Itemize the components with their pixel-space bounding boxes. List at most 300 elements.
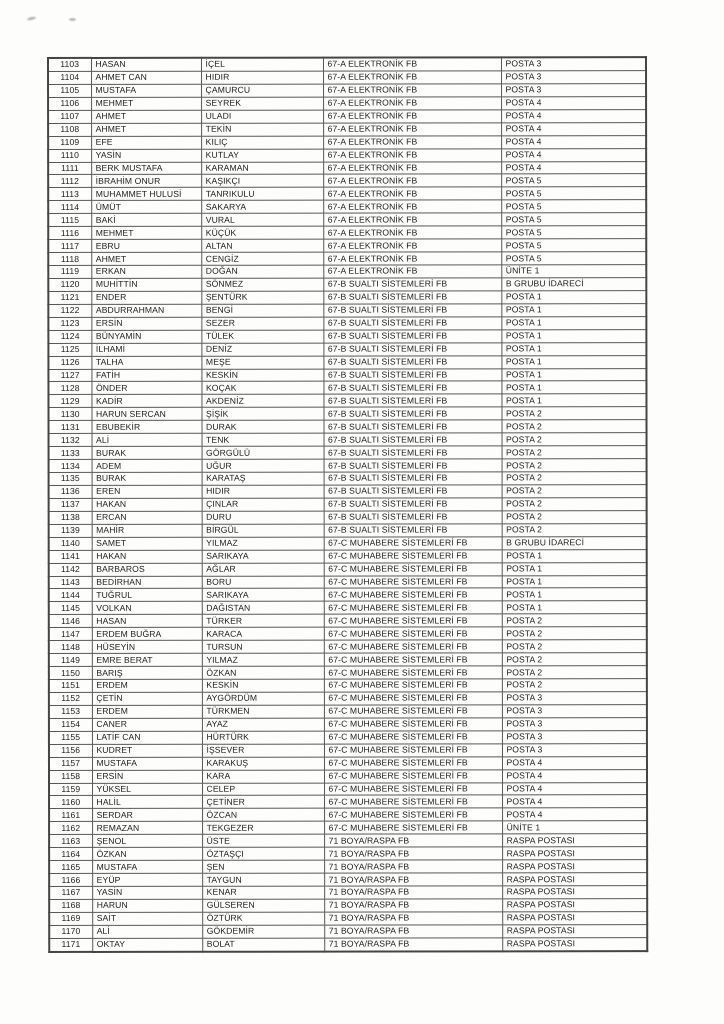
last-name-cell: SARIKAYA [202,550,324,563]
first-name-cell: ŞENOL [92,835,202,848]
department-cell: 67-B SUALTI SİSTEMLERİ FB [324,511,502,524]
last-name-cell: ÇAMURCU [201,84,323,97]
department-cell: 67-A ELEKTRONİK FB [323,226,501,239]
assignment-cell: POSTA 4 [502,782,647,795]
department-cell: 67-C MUHABERE SİSTEMLERİ FB [324,718,502,731]
row-number-cell: 1146 [49,615,92,628]
table-row [48,239,646,253]
first-name-cell: HASAN [92,615,202,628]
assignment-cell: POSTA 4 [501,161,646,174]
assignment-cell: POSTA 2 [502,510,647,523]
row-number-cell: 1111 [48,162,91,175]
table-row [49,498,647,512]
roster-body [48,57,647,952]
table-row [49,795,647,809]
row-number-cell: 1148 [49,641,92,654]
first-name-cell: ÖNDER [91,382,201,395]
first-name-cell: MEHMET [91,97,201,110]
department-cell: 71 BOYA/RASPA FB [324,938,502,952]
first-name-cell: REMAZAN [92,822,202,835]
assignment-cell: POSTA 2 [502,472,647,485]
last-name-cell: SARIKAYA [202,589,324,602]
last-name-cell: KOÇAK [201,382,323,395]
assignment-cell: RASPA POSTASI [502,834,647,847]
department-cell: 67-B SUALTI SİSTEMLERİ FB [323,304,501,317]
table-row [49,886,647,900]
row-number-cell: 1165 [49,861,92,874]
first-name-cell: MEHMET [91,226,201,239]
assignment-cell: POSTA 4 [501,96,646,109]
department-cell: 67-A ELEKTRONİK FB [323,123,501,136]
assignment-cell: POSTA 3 [501,84,646,97]
first-name-cell: MUHİTTİN [91,278,201,291]
table-row [48,265,646,279]
table-row [48,161,646,175]
first-name-cell: BERK MUSTAFA [91,162,201,175]
row-number-cell: 1167 [49,886,92,899]
department-cell: 67-C MUHABERE SİSTEMLERİ FB [324,666,502,679]
department-cell: 67-B SUALTI SİSTEMLERİ FB [323,317,501,330]
assignment-cell: ÜNİTE 1 [502,821,647,834]
assignment-cell: RASPA POSTASI [502,912,647,925]
last-name-cell: ŞEN [202,860,324,873]
department-cell: 67-B SUALTI SİSTEMLERİ FB [324,433,502,446]
assignment-cell: POSTA 1 [501,316,646,329]
last-name-cell: TÜLEK [201,330,323,343]
department-cell: 67-B SUALTI SİSTEMLERİ FB [324,459,502,472]
last-name-cell: GÜLSEREN [202,899,324,912]
row-number-cell: 1153 [49,705,92,718]
table-row [48,57,646,71]
department-cell: 67-C MUHABERE SİSTEMLERİ FB [324,562,502,575]
first-name-cell: MUSTAFA [91,84,201,97]
row-number-cell: 1125 [48,343,91,356]
row-number-cell: 1107 [48,110,91,123]
last-name-cell: KARAKUŞ [202,757,324,770]
table-row [49,472,647,486]
first-name-cell: İLHAMİ [91,343,201,356]
department-cell: 67-C MUHABERE SİSTEMLERİ FB [324,588,502,601]
assignment-cell: POSTA 2 [502,627,647,640]
department-cell: 67-C MUHABERE SİSTEMLERİ FB [324,769,502,782]
department-cell: 67-A ELEKTRONİK FB [323,71,501,84]
scan-mark [69,18,76,21]
table-row [49,912,647,926]
department-cell: 71 BOYA/RASPA FB [324,847,502,860]
table-row [48,213,646,227]
row-number-cell: 1117 [48,240,91,253]
table-row [49,705,647,719]
last-name-cell: ÇETİNER [202,796,324,809]
last-name-cell: HIDIR [201,71,323,84]
assignment-cell: POSTA 4 [501,135,646,148]
first-name-cell: ALİ [92,925,202,938]
first-name-cell: BARIŞ [92,666,202,679]
row-number-cell: 1147 [49,628,92,641]
row-number-cell: 1163 [49,835,92,848]
table-row [49,860,647,874]
department-cell: 67-B SUALTI SİSTEMLERİ FB [324,524,502,537]
last-name-cell: TENK [202,433,324,446]
first-name-cell: EFE [91,136,201,149]
row-number-cell: 1164 [49,848,92,861]
last-name-cell: VURAL [201,213,323,226]
row-number-cell: 1132 [49,434,92,447]
table-row [49,769,647,783]
last-name-cell: SAKARYA [201,200,323,213]
table-row [48,252,646,266]
last-name-cell: BOLAT [202,938,324,952]
last-name-cell: İŞSEVER [202,744,324,757]
row-number-cell: 1134 [49,460,92,473]
first-name-cell: ÖZKAN [92,847,202,860]
first-name-cell: EMRE BERAT [92,653,202,666]
row-number-cell: 1109 [48,136,91,149]
first-name-cell: ERDEM [92,705,202,718]
row-number-cell: 1155 [49,731,92,744]
assignment-cell: POSTA 1 [501,368,646,381]
assignment-cell: POSTA 2 [502,485,647,498]
row-number-cell: 1171 [49,938,92,951]
last-name-cell: AKDENİZ [201,394,323,407]
table-row [48,109,646,123]
table-row [49,834,647,848]
first-name-cell: ENDER [91,291,201,304]
table-row [49,692,647,706]
table-row [49,523,647,537]
first-name-cell: ÇETİN [92,692,202,705]
table-row [49,575,647,589]
assignment-cell: POSTA 2 [502,446,647,459]
assignment-cell: RASPA POSTASI [502,886,647,899]
row-number-cell: 1162 [49,822,92,835]
last-name-cell: UĞUR [202,459,324,472]
last-name-cell: ÖZTAŞÇI [202,847,324,860]
row-number-cell: 1133 [49,447,92,460]
last-name-cell: KÜÇÜK [201,226,323,239]
last-name-cell: BİRGÜL [202,524,324,537]
first-name-cell: SAİT [92,912,202,925]
department-cell: 67-A ELEKTRONİK FB [323,97,501,110]
department-cell: 67-C MUHABERE SİSTEMLERİ FB [324,808,502,821]
last-name-cell: YILMAZ [202,537,324,550]
first-name-cell: BURAK [92,472,202,485]
last-name-cell: AĞLAR [202,563,324,576]
first-name-cell: YASİN [92,886,202,899]
assignment-cell: RASPA POSTASI [502,860,647,873]
assignment-cell: POSTA 4 [502,756,647,769]
row-number-cell: 1135 [49,472,92,485]
table-row [49,601,647,615]
table-row [48,303,646,317]
last-name-cell: İÇEL [201,58,323,72]
table-row [49,937,647,951]
department-cell: 67-A ELEKTRONİK FB [323,187,501,200]
table-row [49,924,647,938]
first-name-cell: HARUN [92,899,202,912]
first-name-cell: TUĞRUL [92,589,202,602]
department-cell: 67-C MUHABERE SİSTEMLERİ FB [324,627,502,640]
assignment-cell: POSTA 2 [502,640,647,653]
first-name-cell: HÜSEYİN [92,640,202,653]
assignment-cell: POSTA 4 [501,109,646,122]
first-name-cell: ERSİN [92,770,202,783]
first-name-cell: BÜNYAMİN [91,330,201,343]
last-name-cell: TÜRKER [202,614,324,627]
assignment-cell: POSTA 2 [502,459,647,472]
table-row [48,355,646,369]
row-number-cell: 1137 [49,498,92,511]
department-cell: 67-C MUHABERE SİSTEMLERİ FB [324,601,502,614]
department-cell: 67-A ELEKTRONİK FB [323,57,501,71]
table-row [49,536,647,550]
last-name-cell: BORU [202,576,324,589]
department-cell: 67-C MUHABERE SİSTEMLERİ FB [324,705,502,718]
assignment-cell: POSTA 1 [501,342,646,355]
first-name-cell: AHMET [91,110,201,123]
department-cell: 67-C MUHABERE SİSTEMLERİ FB [324,679,502,692]
first-name-cell: HAKAN [92,498,202,511]
table-row [49,627,647,641]
assignment-cell: POSTA 3 [502,705,647,718]
department-cell: 67-B SUALTI SİSTEMLERİ FB [324,485,502,498]
first-name-cell: ABDURRAHMAN [91,304,201,317]
department-cell: 71 BOYA/RASPA FB [324,860,502,873]
first-name-cell: VOLKAN [92,602,202,615]
last-name-cell: KESKİN [201,369,323,382]
last-name-cell: AYAZ [202,718,324,731]
last-name-cell: KARATAŞ [202,472,324,485]
table-row [49,743,647,757]
table-row [49,459,647,473]
department-cell: 67-A ELEKTRONİK FB [323,148,501,161]
table-row [49,420,647,434]
assignment-cell: POSTA 1 [502,549,647,562]
last-name-cell: YILMAZ [202,653,324,666]
department-cell: 71 BOYA/RASPA FB [324,925,502,938]
row-number-cell: 1169 [49,912,92,925]
row-number-cell: 1168 [49,899,92,912]
first-name-cell: HARUN SERCAN [91,408,201,421]
department-cell: 67-A ELEKTRONİK FB [323,265,501,278]
row-number-cell: 1160 [49,796,92,809]
first-name-cell: MUHAMMET HULUSİ [91,188,201,201]
first-name-cell: EYÜP [92,873,202,886]
row-number-cell: 1114 [48,201,91,214]
row-number-cell: 1126 [48,356,91,369]
first-name-cell: ERDEM [92,679,202,692]
table-row [49,899,647,913]
table-row [49,549,647,563]
department-cell: 67-A ELEKTRONİK FB [323,161,501,174]
row-number-cell: 1104 [48,71,91,84]
first-name-cell: MAHİR [92,524,202,537]
last-name-cell: KAŞIKÇI [201,175,323,188]
assignment-cell: POSTA 5 [501,226,646,239]
last-name-cell: BENGİ [201,304,323,317]
first-name-cell: İBRAHİM ONUR [91,175,201,188]
assignment-cell: POSTA 3 [502,692,647,705]
assignment-cell: RASPA POSTASI [502,924,647,937]
row-number-cell: 1145 [49,602,92,615]
first-name-cell: ADEM [92,459,202,472]
assignment-cell: POSTA 3 [502,717,647,730]
table-row [48,135,646,149]
department-cell: 67-B SUALTI SİSTEMLERİ FB [323,278,501,291]
last-name-cell: TÜRKMEN [202,705,324,718]
last-name-cell: TEKGEZER [202,821,324,834]
table-row [48,342,646,356]
first-name-cell: HASAN [91,58,201,72]
row-number-cell: 1139 [49,524,92,537]
first-name-cell: CANER [92,718,202,731]
scan-mark [27,16,36,21]
first-name-cell: AHMET [91,123,201,136]
first-name-cell: ERDEM BUĞRA [92,628,202,641]
last-name-cell: GÖKDEMİR [202,925,324,938]
assignment-cell: RASPA POSTASI [502,873,647,886]
department-cell: 67-A ELEKTRONİK FB [323,200,501,213]
assignment-cell: B GRUBU İDARECİ [502,536,647,549]
table-row [48,329,646,343]
assignment-cell: POSTA 5 [501,239,646,252]
row-number-cell: 1149 [49,654,92,667]
row-number-cell: 1128 [48,382,91,395]
table-row [48,96,646,110]
row-number-cell: 1119 [48,265,91,278]
last-name-cell: ŞİŞİK [201,407,323,420]
row-number-cell: 1152 [49,692,92,705]
last-name-cell: SEZER [201,317,323,330]
department-cell: 67-C MUHABERE SİSTEMLERİ FB [324,821,502,834]
department-cell: 67-B SUALTI SİSTEMLERİ FB [323,355,501,368]
table-row [48,84,646,98]
table-row [49,756,647,770]
assignment-cell: POSTA 5 [501,213,646,226]
row-number-cell: 1123 [48,317,91,330]
department-cell: 71 BOYA/RASPA FB [324,886,502,899]
first-name-cell: YASİN [91,149,201,162]
row-number-cell: 1105 [48,84,91,97]
last-name-cell: MEŞE [201,356,323,369]
table-row [49,640,647,654]
department-cell: 67-B SUALTI SİSTEMLERİ FB [323,407,501,420]
department-cell: 67-C MUHABERE SİSTEMLERİ FB [324,549,502,562]
department-cell: 67-A ELEKTRONİK FB [323,84,501,97]
table-row [49,433,647,447]
department-cell: 67-C MUHABERE SİSTEMLERİ FB [324,782,502,795]
row-number-cell: 1108 [48,123,91,136]
assignment-cell: ÜNİTE 1 [501,265,646,278]
first-name-cell: YÜKSEL [92,783,202,796]
last-name-cell: KARAMAN [201,162,323,175]
first-name-cell: KUDRET [92,744,202,757]
row-number-cell: 1129 [48,395,91,408]
table-row [49,808,647,822]
department-cell: 67-C MUHABERE SİSTEMLERİ FB [324,756,502,769]
last-name-cell: HIDIR [202,485,324,498]
department-cell: 67-C MUHABERE SİSTEMLERİ FB [324,731,502,744]
last-name-cell: KENAR [202,886,324,899]
department-cell: 67-C MUHABERE SİSTEMLERİ FB [324,614,502,627]
table-row [49,485,647,499]
last-name-cell: ÖZTÜRK [202,912,324,925]
row-number-cell: 1103 [48,58,91,71]
last-name-cell: ÖZCAN [202,808,324,821]
last-name-cell: KARA [202,770,324,783]
row-number-cell: 1140 [49,537,92,550]
row-number-cell: 1157 [49,757,92,770]
table-row [49,614,647,628]
last-name-cell: DURU [202,511,324,524]
table-row [48,187,646,201]
assignment-cell: POSTA 3 [501,57,646,71]
department-cell: 67-B SUALTI SİSTEMLERİ FB [324,446,502,459]
table-row [48,316,646,330]
row-number-cell: 1159 [49,783,92,796]
assignment-cell: POSTA 2 [502,666,647,679]
department-cell: 67-B SUALTI SİSTEMLERİ FB [324,472,502,485]
row-number-cell: 1142 [49,563,92,576]
row-number-cell: 1161 [49,809,92,822]
assignment-cell: POSTA 1 [502,562,647,575]
assignment-cell: RASPA POSTASI [502,847,647,860]
department-cell: 67-A ELEKTRONİK FB [323,252,501,265]
assignment-cell: POSTA 4 [501,148,646,161]
table-row [49,821,647,835]
table-row [48,278,646,292]
department-cell: 67-B SUALTI SİSTEMLERİ FB [323,291,501,304]
assignment-cell: POSTA 1 [501,291,646,304]
assignment-cell: POSTA 4 [501,122,646,135]
department-cell: 67-B SUALTI SİSTEMLERİ FB [323,394,501,407]
department-cell: 71 BOYA/RASPA FB [324,912,502,925]
department-cell: 67-A ELEKTRONİK FB [323,239,501,252]
assignment-cell: POSTA 2 [502,614,647,627]
department-cell: 67-B SUALTI SİSTEMLERİ FB [323,342,501,355]
department-cell: 67-A ELEKTRONİK FB [323,174,501,187]
row-number-cell: 1158 [49,770,92,783]
row-number-cell: 1121 [48,291,91,304]
last-name-cell: TAYGUN [202,873,324,886]
last-name-cell: TURSUN [202,640,324,653]
row-number-cell: 1110 [48,149,91,162]
first-name-cell: AHMET [91,252,201,265]
table-row [48,407,646,421]
table-row [48,174,646,188]
assignment-cell: POSTA 3 [501,71,646,84]
first-name-cell: EBRU [91,239,201,252]
department-cell: 67-C MUHABERE SİSTEMLERİ FB [324,575,502,588]
assignment-cell: POSTA 1 [502,601,647,614]
table-row [48,71,646,85]
row-number-cell: 1115 [48,214,91,227]
last-name-cell: ÇINLAR [202,498,324,511]
first-name-cell: ALİ [92,433,202,446]
assignment-cell: POSTA 5 [501,200,646,213]
row-number-cell: 1143 [49,576,92,589]
department-cell: 67-C MUHABERE SİSTEMLERİ FB [324,537,502,550]
row-number-cell: 1151 [49,679,92,692]
department-cell: 67-B SUALTI SİSTEMLERİ FB [323,330,501,343]
last-name-cell: TEKİN [201,123,323,136]
table-row [49,717,647,731]
row-number-cell: 1120 [48,278,91,291]
assignment-cell: POSTA 4 [502,769,647,782]
table-row [49,873,647,887]
first-name-cell: BARBAROS [92,563,202,576]
personnel-roster-table [47,56,648,953]
